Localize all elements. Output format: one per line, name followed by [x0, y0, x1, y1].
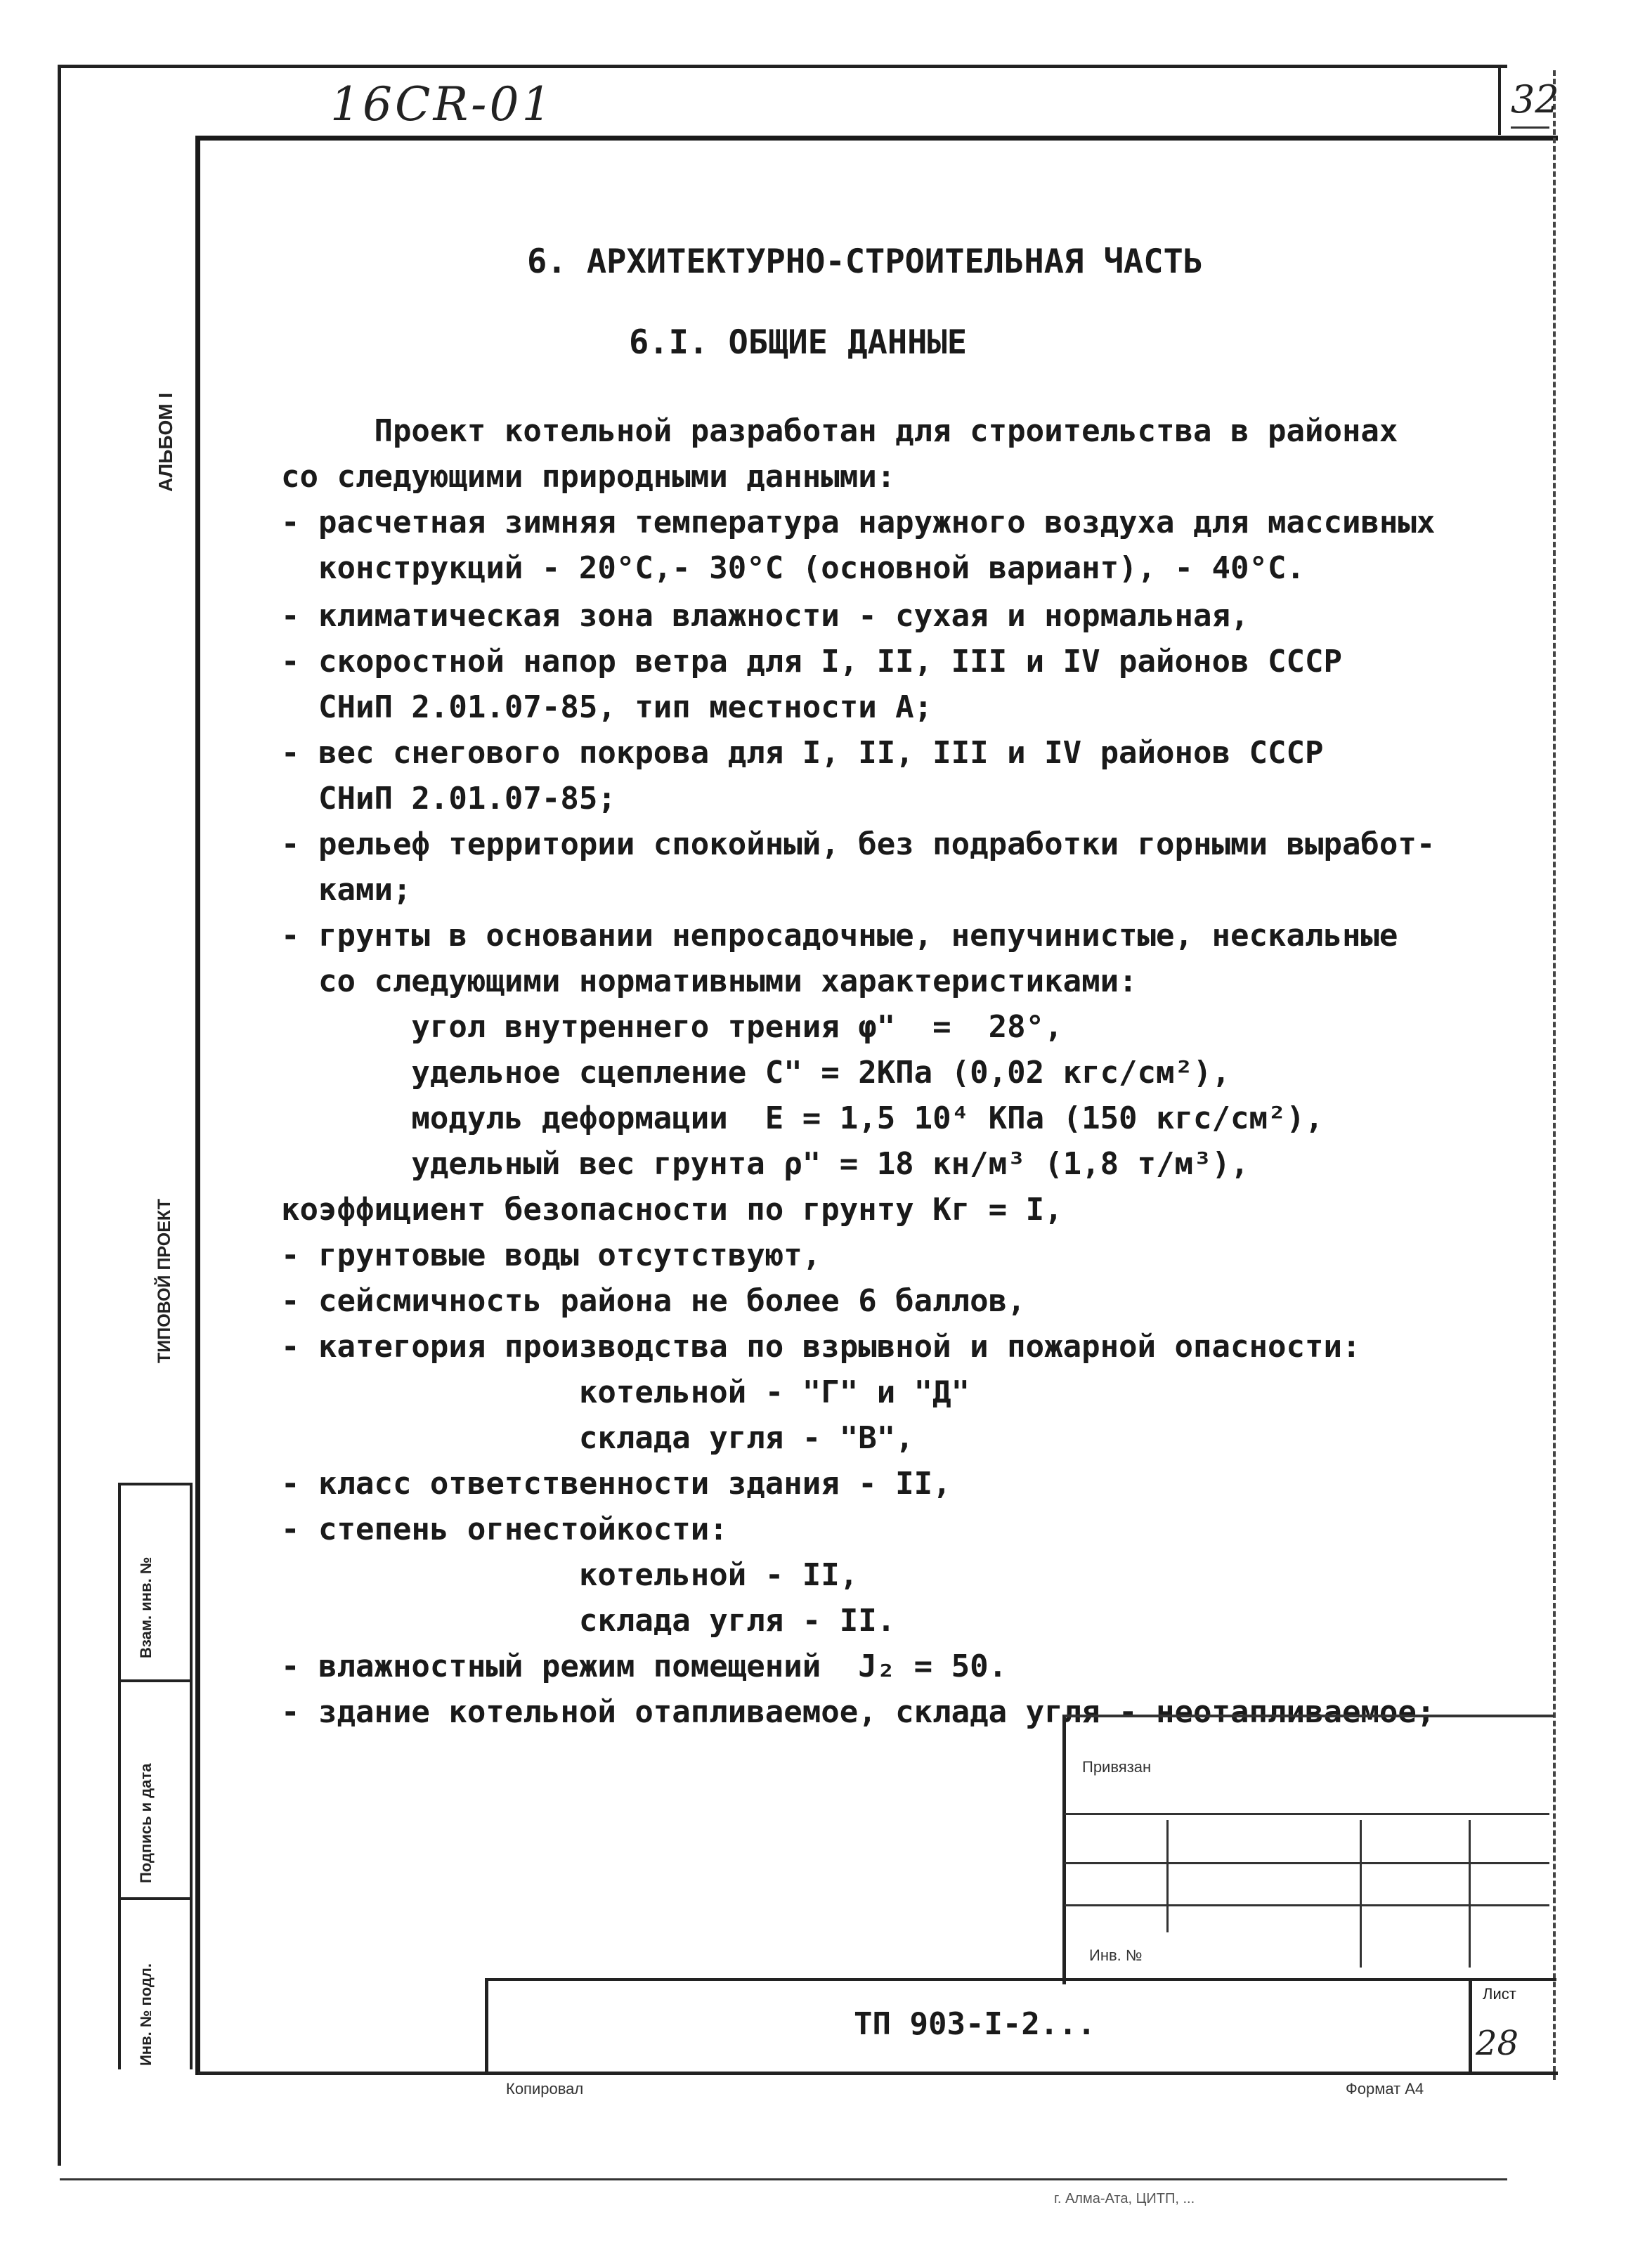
sheet-label: Лист [1483, 1985, 1516, 2003]
outer-bottom-line [60, 2178, 1507, 2180]
body-line: удельный вес грунта ρ" = 18 кн/м³ (1,8 т/м³), [281, 1146, 1249, 1182]
printer-label: г. Алма-Ата, ЦИТП, ... [1054, 2191, 1195, 2206]
stamp-row-line [1065, 1813, 1549, 1815]
body-line: - скоростной напор ветра для I, II, III и IV районов СССР [281, 644, 1342, 679]
body-line: - рельеф территории спокойный, без подработки горными выработ- [281, 826, 1436, 862]
binding-stamp [1062, 1715, 1554, 1984]
side-stamp-divider [118, 1897, 192, 1900]
body-line: конструкций - 20°С,- 30°С (основной вариант), - 40°С. [281, 550, 1305, 586]
sheet-number: 28 [1476, 2024, 1519, 2063]
body-line: со следующими природными данными: [281, 459, 896, 495]
stamp-col-line [1360, 1820, 1362, 1968]
body-line: - влажностный режим помещений J₂ = 50. [281, 1649, 1008, 1684]
format-label: Формат А4 [1346, 2080, 1424, 2098]
body-line: модуль деформации Е = 1,5 10⁴ КПа (150 кгс/см²), [281, 1100, 1324, 1136]
stamp-inv-label: Инв. № [1089, 1946, 1143, 1964]
inv-no-label: Инв. № подл. [137, 1963, 155, 2066]
body-line: котельной - II, [281, 1557, 859, 1593]
replace-inv-label: Взам. инв. № [137, 1556, 155, 1658]
subsection-title: 6.I. ОБЩИЕ ДАННЫЕ [629, 323, 968, 362]
stamp-col-line [1469, 1820, 1471, 1968]
inner-frame-top [198, 136, 1558, 141]
handwritten-code: 16СR-01 [330, 77, 554, 131]
body-line: - сейсмичность района не более 6 баллов, [281, 1283, 1026, 1319]
typical-project-label: ТИПОВОЙ ПРОЕКТ [155, 1198, 174, 1363]
body-line: - грунтовые воды отсутствуют, [281, 1237, 821, 1273]
page-number-underline [1511, 126, 1549, 129]
body-line: - грунты в основании непросадочные, непучинистые, нескальные [281, 918, 1398, 954]
inner-frame-left [195, 136, 200, 2075]
side-stamp-right-line [190, 1483, 193, 2069]
album-label: АЛЬБОМ I [155, 392, 176, 492]
body-line: ками; [281, 872, 412, 908]
body-line: склада угля - II. [281, 1603, 896, 1639]
body-line: СНиП 2.01.07-85, тип местности А; [281, 689, 933, 725]
body-line: склада угля - "В", [281, 1420, 914, 1456]
stamp-col-line [1166, 1820, 1169, 1932]
section-title: 6. АРХИТЕКТУРНО-СТРОИТЕЛЬНАЯ ЧАСТЬ [527, 242, 1204, 281]
body-line: удельное сцепление С" = 2КПа (0,02 кгс/см²), [281, 1055, 1231, 1091]
body-line: угол внутреннего трения φ" = 28°, [281, 1009, 1063, 1045]
copied-label: Копировал [506, 2080, 584, 2098]
title-block-right [1469, 1978, 1472, 2073]
body-line: - здание котельной отапливаемое, склада угля - неотапливаемое; [281, 1694, 1436, 1730]
side-stamp-divider [118, 1483, 192, 1485]
stamp-row-line [1065, 1862, 1549, 1864]
body-line: - класс ответственности здания - II, [281, 1466, 951, 1502]
body-line: - расчетная зимняя температура наружного воздуха для массивных [281, 505, 1436, 540]
body-line: котельной - "Г" и "Д" [281, 1374, 970, 1410]
frame-left-line [58, 65, 61, 2166]
side-stamp-divider [118, 1679, 192, 1682]
signature-date-label: Подпись и дата [137, 1763, 155, 1883]
frame-bottom-line [198, 2072, 1558, 2075]
body-line: - степень огнестойкости: [281, 1511, 728, 1547]
page-number: 32 [1511, 77, 1559, 122]
body-line: СНиП 2.01.07-85; [281, 781, 616, 817]
title-block-top [485, 1978, 1556, 1981]
body-line: - климатическая зона влажности - сухая и нормальная, [281, 598, 1249, 634]
body-line: - категория производства по взрывной и пожарной опасности: [281, 1329, 1361, 1365]
body-line: коэффициент безопасности по грунту Кг = I, [281, 1192, 1063, 1228]
bound-label: Привязан [1082, 1758, 1152, 1776]
stamp-row-line [1065, 1904, 1549, 1906]
side-stamp-left-line [118, 1483, 121, 2069]
body-line: со следующими нормативными характеристиками: [281, 963, 1138, 999]
frame-top-line [60, 65, 1507, 68]
title-block-left [485, 1978, 488, 2073]
body-line: - вес снегового покрова для I, II, III и IV районов СССР [281, 735, 1324, 771]
body-line: Проект котельной разработан для строительства в районах [281, 413, 1398, 449]
document-code: ТП 903-I-2... [854, 2006, 1096, 2042]
